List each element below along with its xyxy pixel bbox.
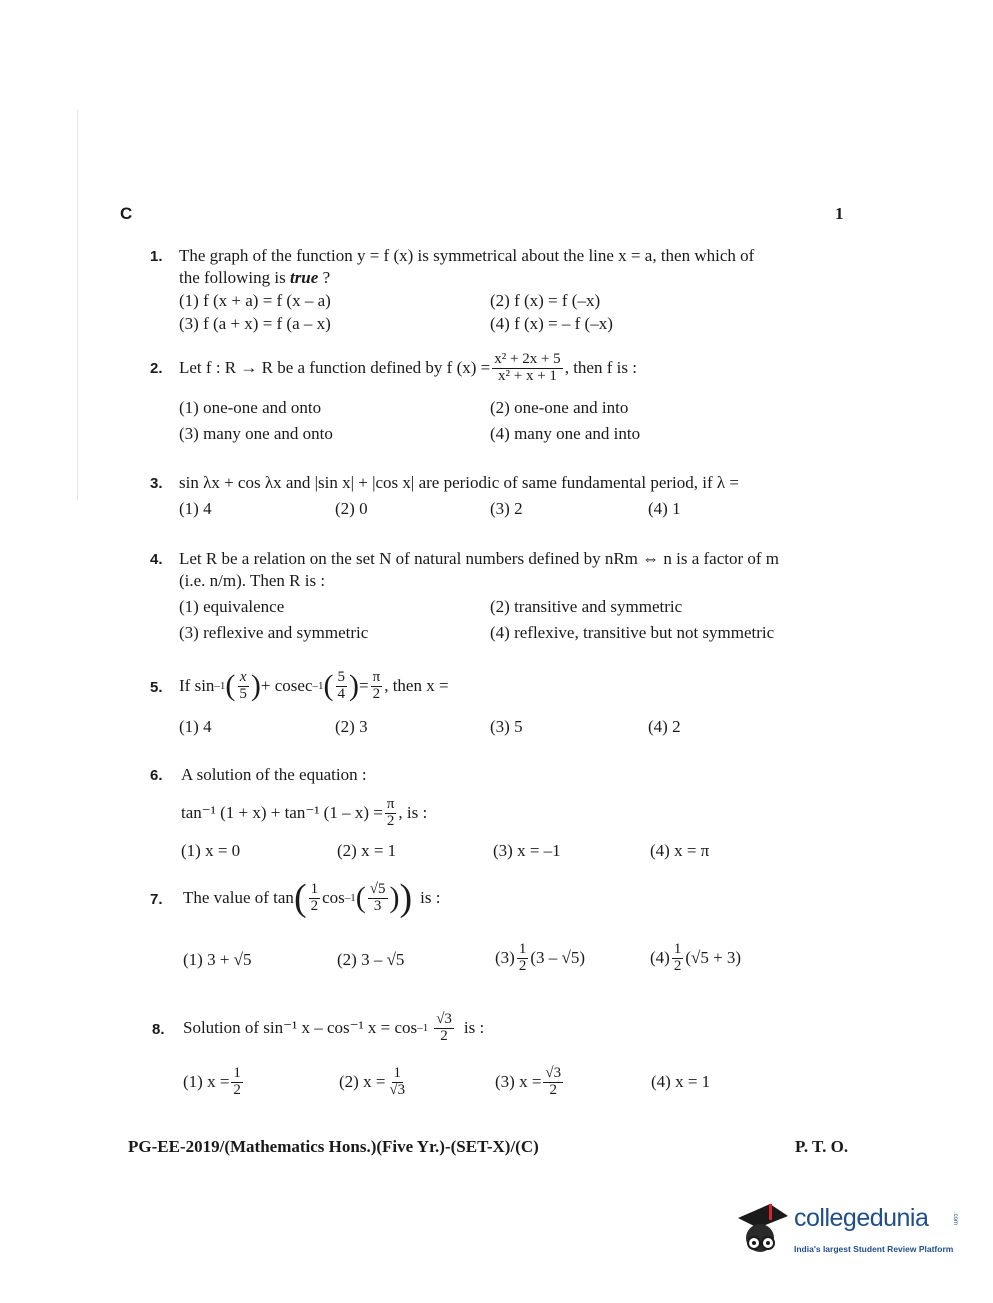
option-3[interactable]: (3) $\frac{1}{2}$ (3 – √5): [495, 940, 585, 974]
fraction: $\frac{1}{√3}$: [389, 1064, 406, 1098]
option-2[interactable]: (2) one-one and into: [490, 398, 629, 417]
option-1[interactable]: (1) equivalence: [179, 597, 285, 616]
question-text: Let f : R → R be a function defined by f (x) = $\frac{\text{x² + 2x + 5}}{\text{x² + x + 1}}$ , then f is :: [179, 350, 637, 384]
margin-line: [77, 110, 78, 500]
brand-name: collegedunia: [794, 1204, 929, 1232]
fraction: $\frac{√3}{2}$: [436, 1010, 452, 1044]
option-1[interactable]: (1) f (x + a) = f (x – a): [179, 291, 331, 310]
option-3[interactable]: (3) reflexive and symmetric: [179, 623, 369, 642]
option-2[interactable]: (2) x = 1: [337, 841, 397, 860]
option-2[interactable]: (2) f (x) = f (–x): [490, 291, 601, 310]
option-4[interactable]: (4) many one and into: [490, 424, 641, 443]
brand-tagline: India's largest Student Review Platform: [794, 1244, 954, 1254]
fraction: $\frac{\pi}{2}$: [372, 668, 381, 702]
please-turn-over: P. T. O.: [795, 1137, 849, 1156]
fraction: $\frac{√5}{3}$: [369, 880, 386, 914]
question-text: sin λx + cos λx and |sin x| + |cos x| are periodic of same fundamental period, if λ =: [179, 473, 739, 492]
question-number: 6.: [150, 767, 163, 784]
option-3[interactable]: (3) many one and onto: [179, 424, 333, 443]
question-text: The value of tan ( $\frac{1}{2}$ cos –1 ( $\frac{√5}{3}$ ) ) is :: [183, 877, 441, 919]
question-text: Solution of sin⁻¹ x – cos⁻¹ x = cos –1 $\frac{√3}{2}$ is :: [183, 1010, 485, 1044]
option-4[interactable]: (4) f (x) = – f (–x): [490, 314, 613, 333]
option-2[interactable]: (2) 3 – √5: [337, 950, 405, 969]
question-text-line2: the following is true ?: [179, 268, 331, 287]
fraction: $\frac{x}{5}$: [239, 668, 247, 702]
equation: tan⁻¹ (1 + x) + tan⁻¹ (1 – x) = $\frac{\pi}{2}$ , is :: [181, 795, 428, 829]
option-3[interactable]: (3) x = $\frac{√3}{2}$: [495, 1064, 562, 1098]
option-1[interactable]: (1) 4: [179, 717, 212, 736]
option-4[interactable]: (4) x = 1: [651, 1072, 711, 1091]
mascot-icon: [736, 1198, 794, 1262]
option-2[interactable]: (2) 0: [335, 499, 368, 518]
collegedunia-logo[interactable]: [736, 1198, 960, 1262]
option-1[interactable]: (1) one-one and onto: [179, 398, 322, 417]
option-4[interactable]: (4) reflexive, transitive but not symmetric: [490, 623, 775, 642]
question-text: If sin –1 ( $\frac{x}{5}$ ) + cosec –1 ( $\frac{5}{4}$ ) = $\frac{\pi}{2}$ , then x =: [179, 668, 449, 702]
question-text: Let R be a relation on the set N of natural numbers defined by nRm ⇔ n is a factor of m: [179, 549, 780, 568]
question-number: 4.: [150, 551, 163, 568]
option-2[interactable]: (2) 3: [335, 717, 368, 736]
question-text: A solution of the equation :: [181, 765, 367, 784]
paper-code: PG-EE-2019/(Mathematics Hons.)(Five Yr.)-(SET-X)/(C): [128, 1137, 539, 1156]
fraction: $\frac{1}{2}$: [310, 880, 319, 914]
option-3[interactable]: (3) 5: [490, 717, 523, 736]
fraction: $\frac{√3}{2}$: [545, 1064, 562, 1098]
option-4[interactable]: (4) $\frac{1}{2}$ (√5 + 3): [650, 940, 742, 974]
option-2[interactable]: (2) transitive and symmetric: [490, 597, 683, 616]
fraction: $\frac{5}{4}$: [337, 668, 346, 702]
brand-suffix: .com: [952, 1212, 958, 1226]
fraction: $\frac{\text{x² + 2x + 5}}{\text{x² + x + 1}}$: [494, 350, 561, 384]
fraction: $\frac{\pi}{2}$: [386, 795, 395, 829]
question-number: 3.: [150, 475, 163, 492]
option-1[interactable]: (1) 3 + √5: [183, 950, 252, 969]
option-2[interactable]: (2) x = $\frac{1}{√3}$: [339, 1064, 406, 1098]
option-4[interactable]: (4) 1: [648, 499, 681, 518]
question-number: 1.: [150, 248, 163, 265]
option-3[interactable]: (3) f (a + x) = f (a – x): [179, 314, 331, 333]
question-number: 5.: [150, 679, 163, 696]
question-text: The graph of the function y = f (x) is symmetrical about the line x = a, then which of: [179, 246, 755, 265]
fraction: $\frac{1}{2}$: [518, 940, 527, 974]
option-4[interactable]: (4) 2: [648, 717, 681, 736]
option-3[interactable]: (3) x = –1: [493, 841, 561, 860]
question-number: 2.: [150, 360, 163, 377]
option-4[interactable]: (4) x = π: [650, 841, 710, 860]
question-text-line2: (i.e. n/m). Then R is :: [179, 571, 326, 590]
question-number: 8.: [152, 1021, 165, 1038]
option-1[interactable]: (1) 4: [179, 499, 212, 518]
set-letter: C: [120, 204, 133, 223]
question-number: 7.: [150, 891, 163, 908]
option-3[interactable]: (3) 2: [490, 499, 523, 518]
page-number: 1: [835, 204, 844, 223]
option-1[interactable]: (1) x = 0: [181, 841, 241, 860]
fraction: $\frac{1}{2}$: [233, 1064, 241, 1098]
fraction: $\frac{1}{2}$: [673, 940, 682, 974]
option-1[interactable]: (1) x = $\frac{1}{2}$: [183, 1064, 241, 1098]
